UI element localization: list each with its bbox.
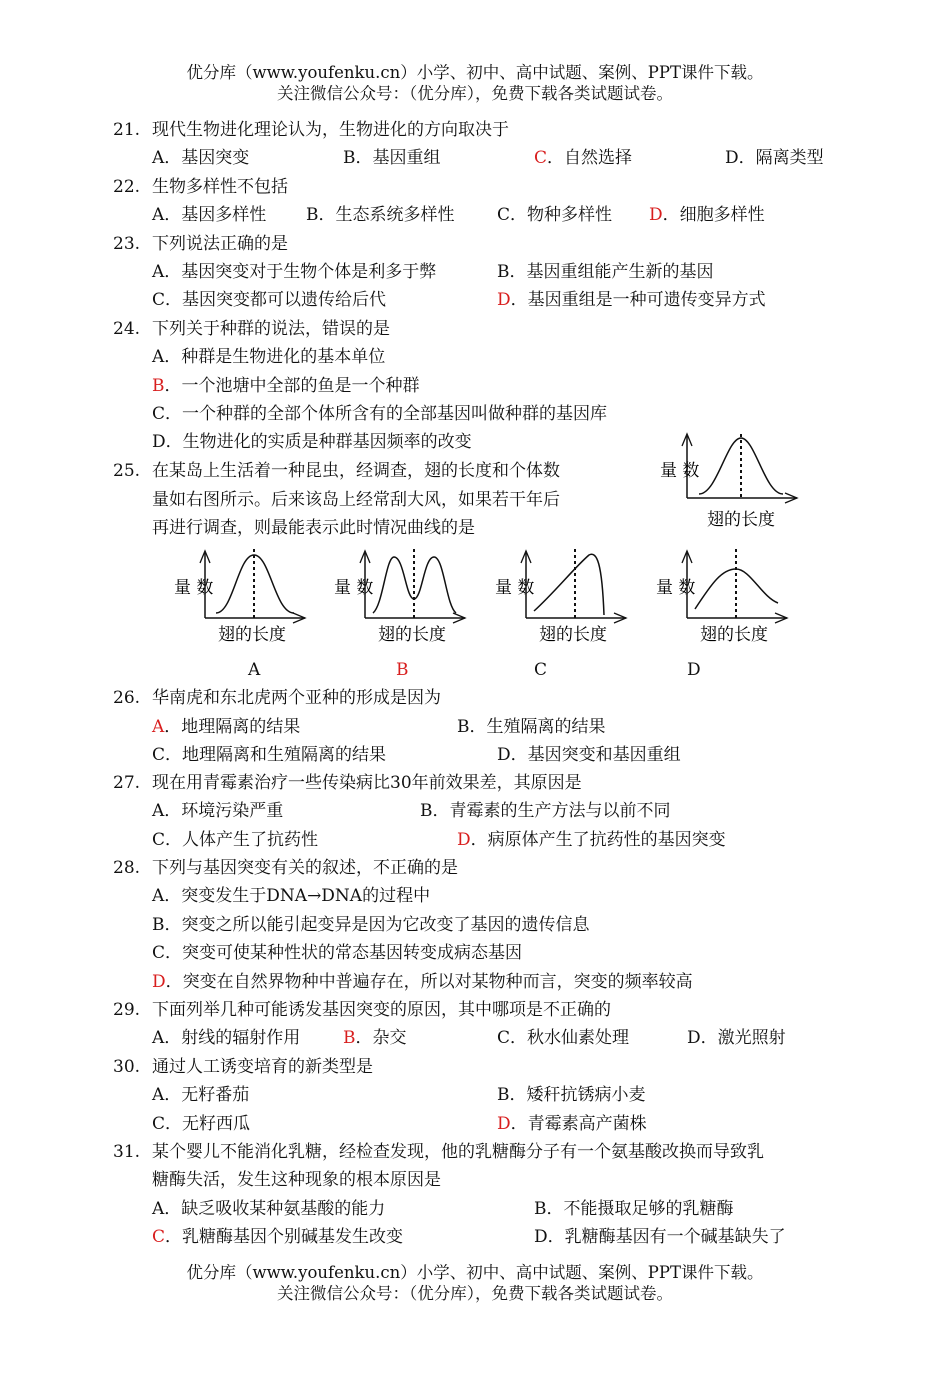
- option-b: B．基因重组: [343, 148, 441, 168]
- question-stem: 华南虎和东北虎两个亚种的形成是因为: [152, 688, 441, 708]
- graph-letter-b-answer: B: [396, 660, 409, 680]
- question-number: 23.: [113, 234, 141, 254]
- option-c: C．乳糖酶基因个别碱基发生改变: [152, 1227, 404, 1247]
- option-c: C．基因突变都可以遗传给后代: [152, 290, 387, 310]
- x-label: 翅的长度: [218, 625, 286, 645]
- question-number: 27.: [113, 773, 141, 793]
- option-b: B．基因重组能产生新的基因: [497, 262, 714, 282]
- footer-line-1: 优分库（www.youfenku.cn）小学、初中、高中试题、案例、PPT课件下载。: [186, 1263, 764, 1282]
- option-a: A．地理隔离的结果: [152, 717, 301, 737]
- option-b: B．生殖隔离的结果: [457, 717, 606, 737]
- option-a: A．缺乏吸收某种氨基酸的能力: [152, 1199, 386, 1219]
- x-label: 翅的长度: [707, 510, 775, 530]
- graph-letter-c: C: [534, 660, 548, 680]
- header-line-1: 优分库（www.youfenku.cn）小学、初中、高中试题、案例、PPT课件下载。: [186, 63, 764, 82]
- question-stem: 下列关于种群的说法，错误的是: [152, 319, 390, 339]
- question-number: 30.: [113, 1057, 141, 1077]
- question-stem: 生物多样性不包括: [152, 177, 288, 197]
- answer-letter: B: [152, 376, 165, 396]
- option-b: B．杂交: [343, 1028, 407, 1048]
- question-stem: 下列说法正确的是: [152, 234, 288, 254]
- question-stem: 下面列举几种可能诱发基因突变的原因，其中哪项是不正确的: [152, 1000, 611, 1020]
- option-a: A．环境污染严重: [152, 801, 284, 821]
- question-number: 21.: [113, 120, 141, 140]
- graph-option-d: [650, 543, 790, 649]
- option-a: A．基因突变对于生物个体是利多于弊: [152, 262, 437, 282]
- y-label: 量 数: [656, 578, 696, 598]
- option-b: B．不能摄取足够的乳糖酶: [534, 1199, 734, 1219]
- option-a: A．无籽番茄: [152, 1085, 250, 1105]
- option-d: D．病原体产生了抗药性的基因突变: [457, 830, 726, 850]
- question-number: 31.: [113, 1142, 141, 1162]
- question-stem-line-1: 在某岛上生活着一种昆虫，经调查，翅的长度和个体数: [152, 461, 560, 481]
- answer-letter: D: [497, 290, 511, 310]
- option-d: D．乳糖酶基因有一个碱基缺失了: [534, 1227, 786, 1247]
- graph-letter-d: D: [687, 660, 701, 680]
- answer-letter: A: [152, 717, 165, 737]
- option-a: A．基因多样性: [152, 205, 267, 225]
- option-b: B．矮秆抗锈病小麦: [497, 1085, 646, 1105]
- option-d: D．青霉素高产菌株: [497, 1114, 647, 1134]
- x-label: 翅的长度: [700, 625, 768, 645]
- answer-letter: D: [457, 830, 471, 850]
- option-c: C．物种多样性: [497, 205, 613, 225]
- answer-letter: D: [497, 1114, 511, 1134]
- option-a: A．射线的辐射作用: [152, 1028, 301, 1048]
- option-d: D．细胞多样性: [649, 205, 765, 225]
- x-label: 翅的长度: [378, 625, 446, 645]
- answer-letter: D: [649, 205, 663, 225]
- y-label: 量 数: [174, 578, 214, 598]
- option-d: D．基因突变和基因重组: [497, 745, 681, 765]
- y-label: 量 数: [660, 461, 700, 481]
- graph-option-c: [489, 543, 629, 649]
- option-c: C．无籽西瓜: [152, 1114, 251, 1134]
- question-number: 28.: [113, 858, 141, 878]
- question-stem: 现代生物进化理论认为，生物进化的方向取决于: [152, 120, 509, 140]
- y-label: 量 数: [334, 578, 374, 598]
- option-d: D．激光照射: [687, 1028, 786, 1048]
- question-stem: 通过人工诱变培育的新类型是: [152, 1057, 373, 1077]
- option-b: B．生态系统多样性: [306, 205, 455, 225]
- option-c: C．秋水仙素处理: [497, 1028, 630, 1048]
- option-d: D．基因重组是一种可遗传变异方式: [497, 290, 766, 310]
- graph-letter-a: A: [248, 660, 261, 680]
- answer-letter: B: [343, 1028, 356, 1048]
- question-stem-line-1: 某个婴儿不能消化乳糖，经检查发现，他的乳糖酶分子有一个氨基酸改换而导致乳: [152, 1142, 764, 1162]
- question-number: 29.: [113, 1000, 141, 1020]
- question-stem: 下列与基因突变有关的叙述，不正确的是: [152, 858, 458, 878]
- question-number: 25.: [113, 461, 141, 481]
- x-label: 翅的长度: [539, 625, 607, 645]
- graph-option-a: [168, 543, 308, 649]
- answer-letter: C: [534, 148, 548, 168]
- reference-graph: [655, 428, 805, 534]
- question-number: 22.: [113, 177, 141, 197]
- option-c: C．自然选择: [534, 148, 633, 168]
- y-label: 量 数: [495, 578, 535, 598]
- option-a: A．基因突变: [152, 148, 250, 168]
- option-b: B．青霉素的生产方法与以前不同: [420, 801, 671, 821]
- answer-letter: C: [152, 1227, 166, 1247]
- question-stem: 现在用青霉素治疗一些传染病比30年前效果差，其原因是: [152, 773, 582, 793]
- option-c: C．人体产生了抗药性: [152, 830, 319, 850]
- answer-letter: D: [152, 972, 166, 992]
- question-number: 24.: [113, 319, 141, 339]
- graph-option-b: [328, 543, 468, 649]
- question-number: 26.: [113, 688, 141, 708]
- option-c: C．地理隔离和生殖隔离的结果: [152, 745, 387, 765]
- footer-line-2: 关注微信公众号：（优分库），免费下载各类试题试卷。: [277, 1284, 673, 1303]
- header-line-2: 关注微信公众号：（优分库），免费下载各类试题试卷。: [277, 84, 673, 103]
- option-d: D．隔离类型: [725, 148, 824, 168]
